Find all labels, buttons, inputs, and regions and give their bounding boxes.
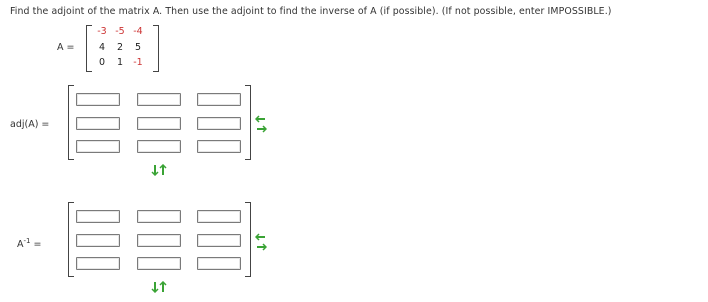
matrix-a-cell-1-2: 5	[134, 42, 142, 53]
adjoint-input-1-1[interactable]	[137, 117, 181, 130]
matrix-a-label: A =	[57, 42, 75, 53]
inverse-column-resize-arrows-icon[interactable]	[150, 281, 168, 293]
inverse-input-1-1[interactable]	[137, 234, 181, 247]
adjoint-row-resize-arrows-icon[interactable]	[255, 113, 267, 135]
adjoint-column-resize-arrows-icon[interactable]	[150, 164, 168, 176]
matrix-a-cell-1-1: 2	[116, 42, 124, 53]
inverse-label-equals: =	[33, 239, 42, 251]
inverse-input-1-2[interactable]	[197, 234, 241, 247]
matrix-a-cell-2-1: 1	[116, 57, 124, 68]
inverse-input-2-1[interactable]	[137, 257, 181, 270]
inverse-input-0-2[interactable]	[197, 210, 241, 223]
adjoint-input-1-2[interactable]	[197, 117, 241, 130]
matrix-a-cell-1-0: 4	[98, 42, 106, 53]
inverse-left-bracket	[68, 202, 74, 277]
inverse-input-2-0[interactable]	[76, 257, 120, 270]
adjoint-input-1-0[interactable]	[76, 117, 120, 130]
inverse-right-bracket	[245, 202, 251, 277]
adjoint-input-2-1[interactable]	[137, 140, 181, 153]
adjoint-input-2-0[interactable]	[76, 140, 120, 153]
matrix-a-cell-0-1: -5	[115, 26, 125, 37]
matrix-a-cell-0-0: -3	[97, 26, 107, 37]
inverse-input-2-2[interactable]	[197, 257, 241, 270]
inverse-row-resize-arrows-icon[interactable]	[255, 231, 267, 253]
inverse-label-base: A	[17, 239, 24, 251]
adjoint-input-0-1[interactable]	[137, 93, 181, 106]
adjoint-label: adj(A) =	[10, 119, 50, 130]
inverse-input-0-0[interactable]	[76, 210, 120, 223]
adjoint-input-0-2[interactable]	[197, 93, 241, 106]
adjoint-left-bracket	[68, 85, 74, 160]
inverse-input-1-0[interactable]	[76, 234, 120, 247]
matrix-a-cell-0-2: -4	[133, 26, 143, 37]
adjoint-right-bracket	[245, 85, 251, 160]
problem-statement: Find the adjoint of the matrix A. Then use the adjoint to find the inverse of A (if possible). (If not possible, enter IMPOSSIBLE.)	[10, 6, 612, 17]
matrix-a-cell-2-2: -1	[133, 57, 143, 68]
adjoint-input-2-2[interactable]	[197, 140, 241, 153]
inverse-label	[17, 237, 41, 250]
inverse-input-0-1[interactable]	[137, 210, 181, 223]
inverse-label-exponent: -1	[23, 237, 31, 245]
matrix-a-cell-2-0: 0	[98, 57, 106, 68]
matrix-a-right-bracket	[153, 25, 159, 72]
adjoint-input-0-0[interactable]	[76, 93, 120, 106]
